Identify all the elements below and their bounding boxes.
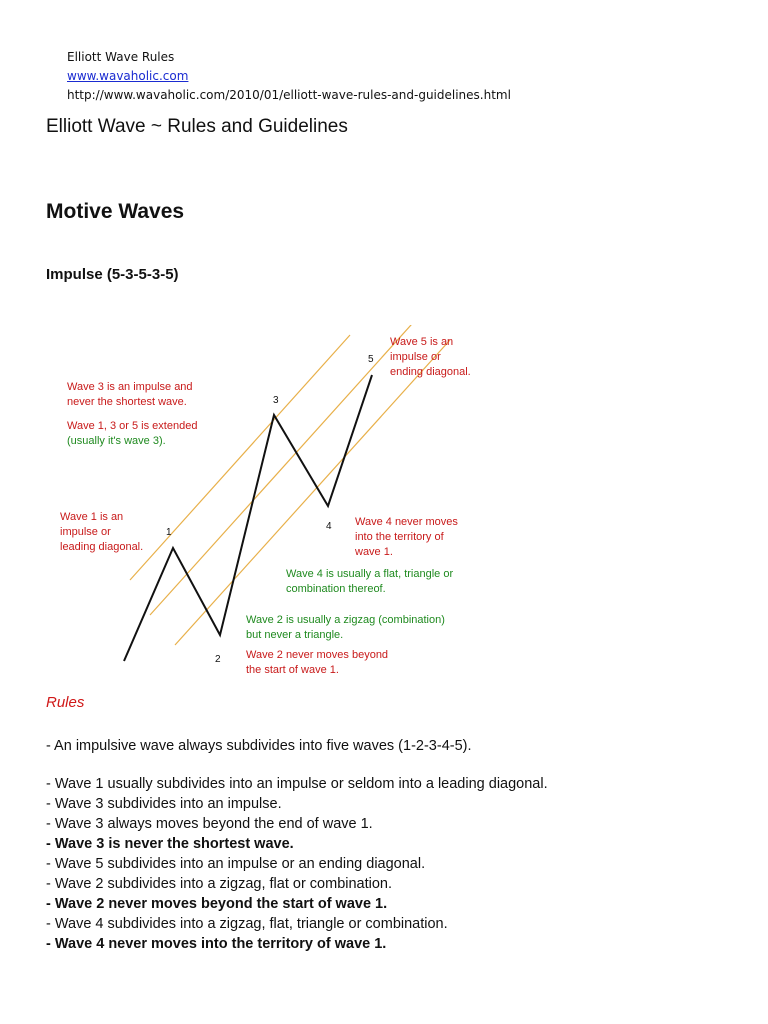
rules-label: Rules (46, 694, 85, 711)
wave-label-5: 5 (368, 354, 374, 365)
wave1-rule-line2: impulse or (60, 526, 111, 538)
extension-note-line2: (usually it's wave 3). (67, 435, 166, 447)
wave3-rule-line2: never the shortest wave. (67, 396, 187, 408)
wave4-guideline-line1: Wave 4 is usually a flat, triangle or (286, 568, 454, 580)
wave4-rule-line2: into the territory of (355, 531, 444, 543)
rule-item: - Wave 1 usually subdivides into an impulse or seldom into a leading diagonal. (46, 776, 548, 792)
wave2-rule-line2: the start of wave 1. (246, 664, 339, 676)
lower-channel-line (175, 340, 450, 645)
wave4-rule-line1: Wave 4 never moves (355, 516, 458, 528)
rule-item: - Wave 2 subdivides into a zigzag, flat or combination. (46, 876, 393, 892)
rule-item: - Wave 3 is never the shortest wave. (46, 836, 294, 852)
extension-note-line1: Wave 1, 3 or 5 is extended (67, 420, 198, 432)
rule-item: - Wave 4 subdivides into a zigzag, flat, triangle or combination. (46, 916, 448, 932)
wave1-rule-line1: Wave 1 is an (60, 511, 124, 523)
wave4-guideline-line2: combination thereof. (286, 583, 386, 595)
wave-label-4: 4 (326, 521, 332, 532)
upper-channel-line (130, 335, 350, 580)
wave-label-2: 2 (215, 654, 221, 665)
site-link[interactable]: www.wavaholic.com (67, 69, 189, 83)
wave5-rule-line3: ending diagonal. (390, 366, 471, 378)
wave2-guideline-line1: Wave 2 is usually a zigzag (combination) (246, 614, 445, 626)
wave-label-1: 1 (166, 527, 172, 538)
wave2-rule-line1: Wave 2 never moves beyond (246, 649, 389, 661)
rule-item: - Wave 3 subdivides into an impulse. (46, 796, 282, 812)
rule-item: - Wave 2 never moves beyond the start of wave 1. (46, 896, 388, 912)
rule-item: - Wave 3 always moves beyond the end of wave 1. (46, 816, 373, 832)
rule-item: - Wave 4 never moves into the territory of wave 1. (46, 936, 387, 952)
page-title: Elliott Wave ~ Rules and Guidelines (46, 116, 348, 137)
doc-title: Elliott Wave Rules (67, 50, 175, 64)
wave2-guideline-line2: but never a triangle. (246, 629, 344, 641)
wave-label-3: 3 (273, 395, 279, 406)
impulse-wave-diagram (50, 325, 500, 685)
rule-item: - An impulsive wave always subdivides into five waves (1-2-3-4-5). (46, 738, 472, 754)
wave4-rule-line3: wave 1. (355, 546, 393, 558)
rule-item: - Wave 5 subdivides into an impulse or an ending diagonal. (46, 856, 426, 872)
wave1-rule-line3: leading diagonal. (60, 541, 144, 553)
source-url: http://www.wavaholic.com/2010/01/elliott-wave-rules-and-guidelines.html (67, 88, 511, 102)
subsection-heading: Impulse (5-3-5-3-5) (46, 266, 179, 283)
section-heading: Motive Waves (46, 200, 185, 223)
wave5-rule-line2: impulse or (390, 351, 441, 363)
wave5-rule-line1: Wave 5 is an (390, 336, 454, 348)
wave3-rule-line1: Wave 3 is an impulse and (67, 381, 193, 393)
